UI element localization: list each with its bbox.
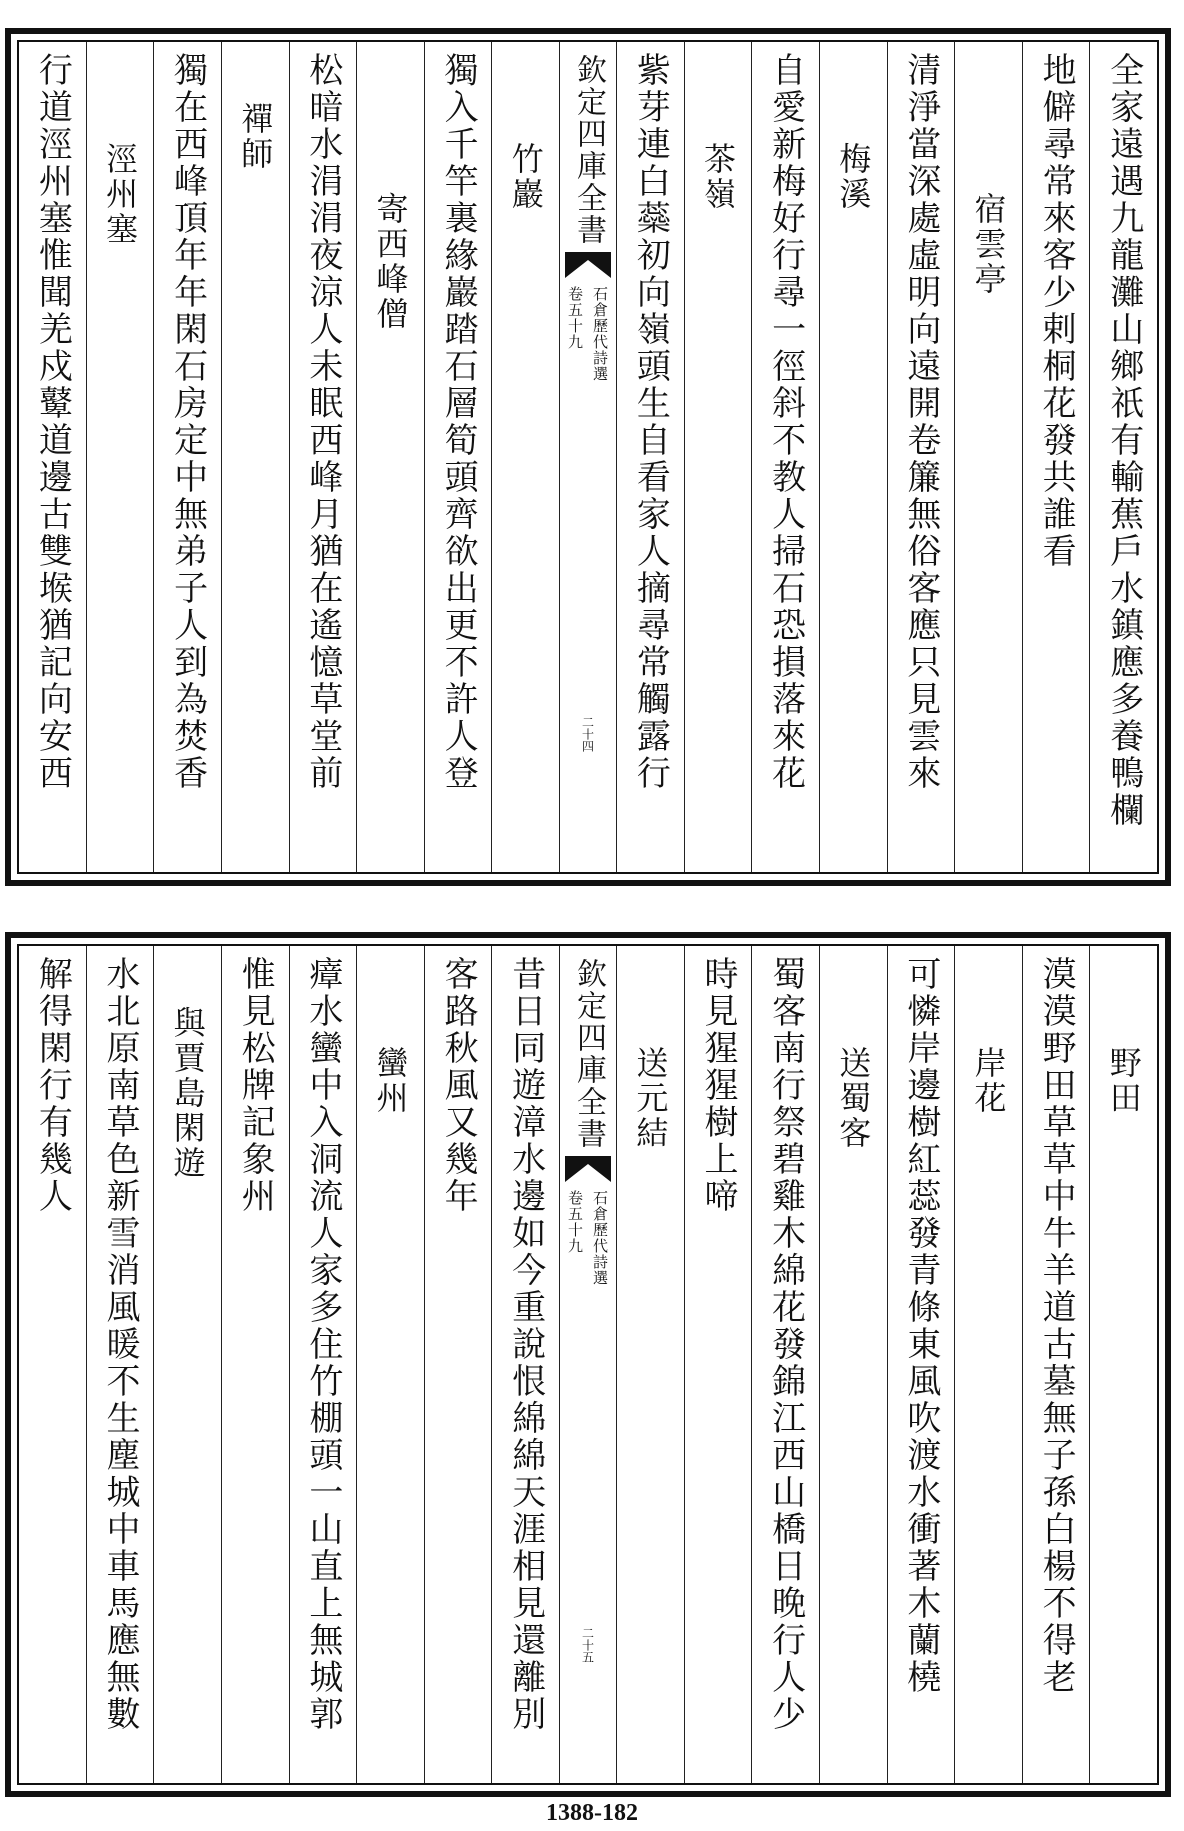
poem-title: 蠻州 (371, 1046, 410, 1116)
poem-title: 宿雲亭 (969, 192, 1008, 297)
column (954, 42, 1022, 872)
column (424, 946, 492, 1783)
column (356, 946, 424, 1783)
volume-number: 卷五十九 (566, 1190, 584, 1254)
source-info (565, 286, 611, 382)
poem-line: 時見猩猩樹上啼 (697, 956, 738, 1215)
column (1022, 946, 1090, 1783)
poem-title: 茶嶺 (698, 142, 737, 212)
poem-line: 惟見松牌記象州 (235, 956, 276, 1215)
poem-line: 清淨當深處虛明向遠開卷簾無俗客應只見雲來 (900, 52, 941, 792)
column (19, 946, 86, 1783)
poem-title: 禪師 (236, 102, 275, 172)
column (684, 42, 752, 872)
page-number: 1388-182 (546, 1800, 638, 1826)
poem-line: 紫芽連白蘂初向嶺頭生自看家人摘尋常觸露行 (630, 52, 671, 792)
poem-line: 解得閑行有幾人 (32, 956, 73, 1215)
poem-title: 竹巖 (506, 142, 545, 212)
poem-title: 梅溪 (834, 142, 873, 212)
source-title: 石倉歷代詩選 (591, 286, 609, 382)
column (1089, 946, 1157, 1783)
source-info (565, 1190, 611, 1286)
column (887, 42, 955, 872)
poem-line: 松暗水涓涓夜涼人未眠西峰月猶在遙憶草堂前 (302, 52, 343, 792)
column (19, 42, 86, 872)
poem-line: 瘴水蠻中入洞流人家多住竹棚頭一山直上無城郭 (302, 956, 343, 1733)
column (1022, 42, 1090, 872)
fishtail-mark-icon (565, 1156, 611, 1182)
column (424, 42, 492, 872)
column (954, 946, 1022, 1783)
poem-line: 獨入千竿裏緣巖踏石層筍頭齊欲出更不許人登 (438, 52, 479, 792)
volume-number: 卷五十九 (566, 286, 584, 350)
fishtail-mark-icon (565, 252, 611, 278)
poem-title: 送元結 (631, 1046, 670, 1151)
poem-title: 涇州塞 (100, 142, 139, 247)
poem-line: 全家遠遇九龍灘山鄉祇有輸蕉戶水鎮應多養鴨欄 (1103, 52, 1144, 829)
poem-line: 獨在西峰頂年年閑石房定中無弟子人到為焚香 (167, 52, 208, 792)
column (221, 42, 289, 872)
column (751, 42, 819, 872)
column (616, 946, 684, 1783)
poem-title: 送蜀客 (834, 1046, 873, 1151)
poem-line: 地僻尋常來客少剌桐花發共誰看 (1036, 52, 1077, 570)
column (751, 946, 819, 1783)
poem-line: 可憐岸邊樹紅蕊發青條東風吹渡水衝著木蘭橈 (900, 956, 941, 1696)
column (153, 42, 221, 872)
column (1089, 42, 1157, 872)
poem-line: 水北原南草色新雪消風暖不生塵城中車馬應無數 (99, 956, 140, 1733)
bottom-page-columns (19, 946, 1157, 1783)
column (86, 946, 154, 1783)
column (819, 42, 887, 872)
column (491, 42, 559, 872)
top-page-columns (19, 42, 1157, 872)
top-page (5, 28, 1171, 886)
column (684, 946, 752, 1783)
column (491, 946, 559, 1783)
poem-line: 漠漠野田草草中牛羊道古墓無子孫白楊不得老 (1036, 956, 1077, 1696)
column (819, 946, 887, 1783)
book-title: 欽定四庫全書 (571, 958, 606, 1150)
poem-title: 岸花 (969, 1046, 1008, 1116)
leaf-number: 二十四 (580, 716, 595, 752)
column (616, 42, 684, 872)
poem-line: 客路秋風又幾年 (438, 956, 479, 1215)
leaf-number: 二十五 (580, 1627, 595, 1663)
column (289, 946, 357, 1783)
poem-title: 與賈島閑遊 (168, 1006, 207, 1181)
bottom-page-frame (17, 944, 1159, 1785)
top-page-frame (17, 40, 1159, 874)
center-fold (559, 42, 616, 872)
book-title: 欽定四庫全書 (571, 54, 606, 246)
poem-line: 昔日同遊漳水邊如今重說恨綿綿天涯相見還離別 (505, 956, 546, 1733)
column (153, 946, 221, 1783)
bottom-page (5, 932, 1171, 1797)
poem-title: 野田 (1104, 1046, 1143, 1116)
poem-line: 行道涇州塞惟聞羌戍鼙道邊古雙堠猶記向安西 (32, 52, 73, 792)
poem-line: 自愛新梅好行尋一徑斜不教人掃石恐損落來花 (765, 52, 806, 792)
column (289, 42, 357, 872)
poem-title: 寄西峰僧 (371, 192, 410, 332)
column (221, 946, 289, 1783)
source-title: 石倉歷代詩選 (591, 1190, 609, 1286)
column (86, 42, 154, 872)
poem-line: 蜀客南行祭碧雞木綿花發錦江西山橋日晚行人少 (765, 956, 806, 1733)
center-fold (559, 946, 616, 1783)
column (887, 946, 955, 1783)
column (356, 42, 424, 872)
